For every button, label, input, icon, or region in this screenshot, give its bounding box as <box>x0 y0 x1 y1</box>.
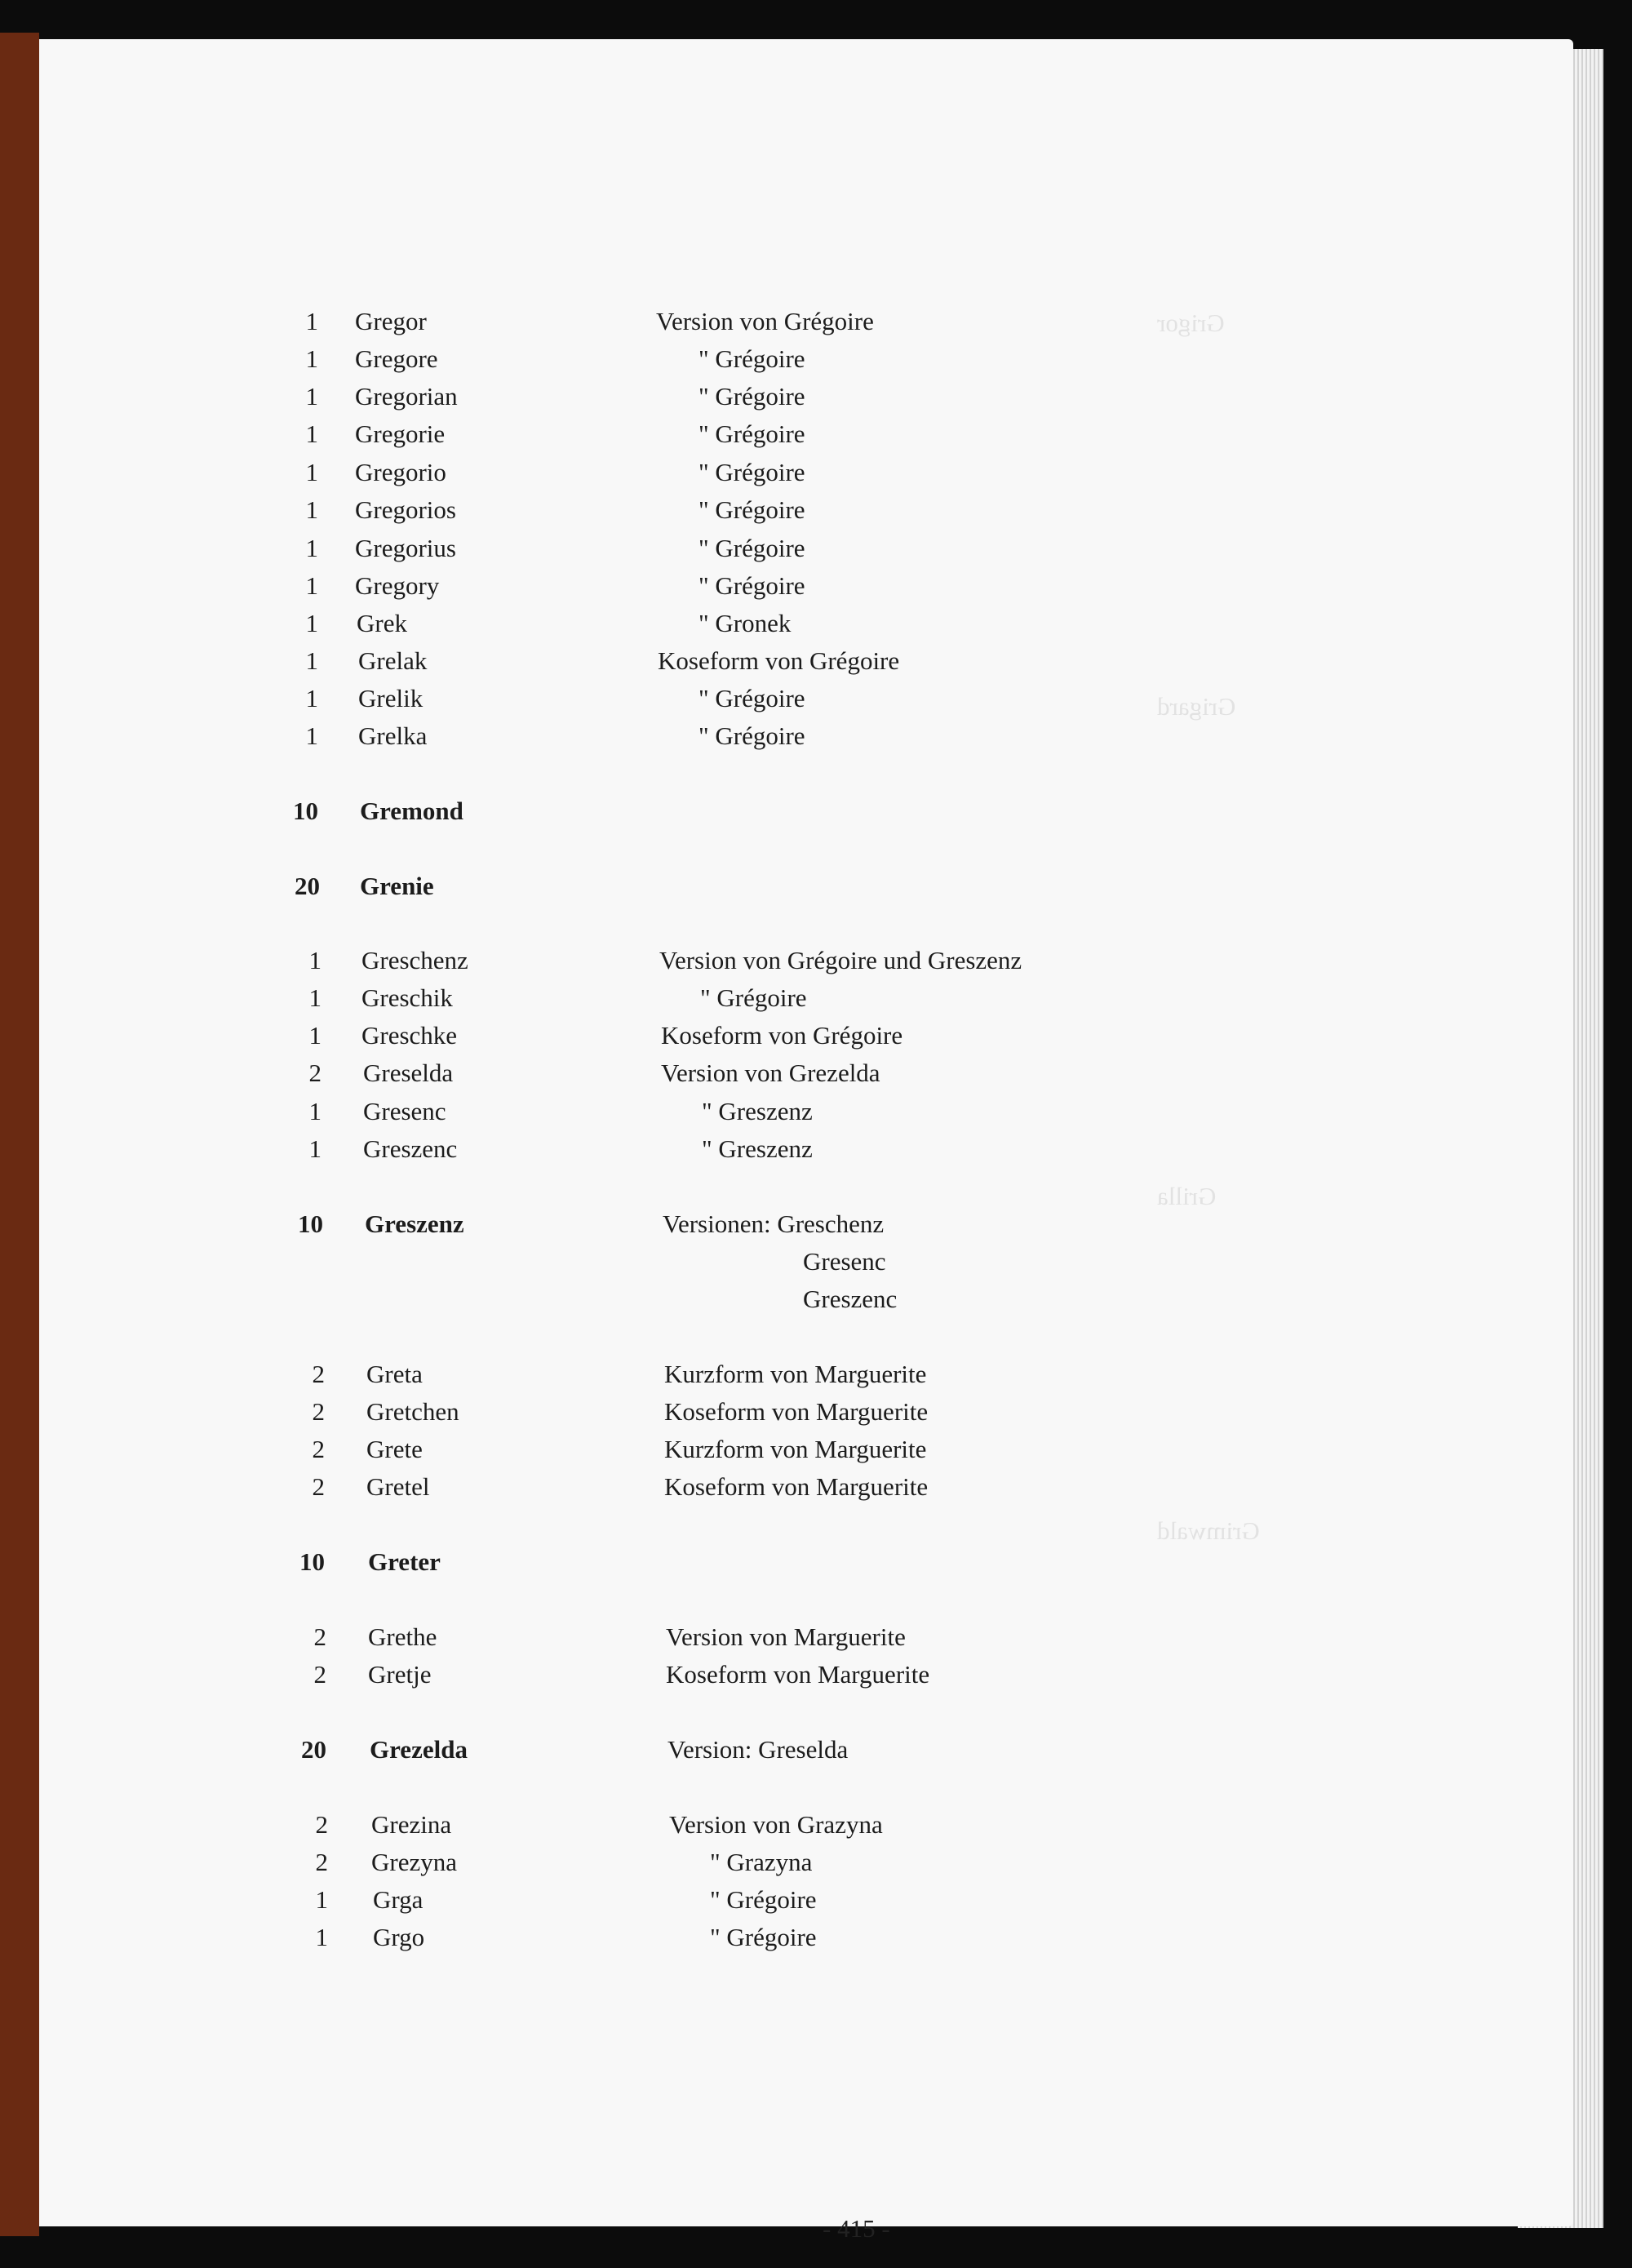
show-through-text: Grigard <box>1157 692 1236 721</box>
book-spine <box>0 33 39 2236</box>
show-through-text: Grigor <box>1157 308 1225 337</box>
show-through-text: Grimwald <box>1157 1516 1260 1545</box>
page-number: - 415 - <box>823 2214 890 2243</box>
show-through-text: Grilla <box>1157 1182 1217 1210</box>
book-page: Grigor Grigard Grilla Grimwald 1 Gregor Version von Grégoire 1 Gregore " Grégoire 1 Gregorian " Grégoire 1 Gregorie " Grégoire 1 Gregorio " Grégoire 1 Gregorios " Grégoire 1 Gregorius " Grégoire 1 Gregory " Grégoire 1 Grek " Gronek 1 Grelak Koseform von Grégoire 1 Grelik " Grégoire 1 Grelka " Grégoire 10 Gremond 20 Grenie 1 Greschenz Version von Grégoire und Greszenz 1 Greschik " Grégoire 1 Greschke Koseform von Grégoire 2 Greselda Version von Grezelda 1 Gresenc " Greszenz 1 Greszenc " Greszenz 10 Greszenz Versionen: Greschenz Gresenc Greszenc 2 Greta Kurzform von Marguerite 2 Gretchen Koseform von Marguerite 2 Grete Kurzform von Marguerite 2 Gretel Koseform von Marguerite 10 Greter 2 Grethe Version von Marguerite 2 Gretje Koseform von Marguerite 20 Grezelda Version: Greselda 2 Grezina Version von Grazyna 2 Grezyna " Grazyna 1 Grga " Grégoire 1 Grgo " Grégoire - 415 - <box>39 39 1573 2226</box>
